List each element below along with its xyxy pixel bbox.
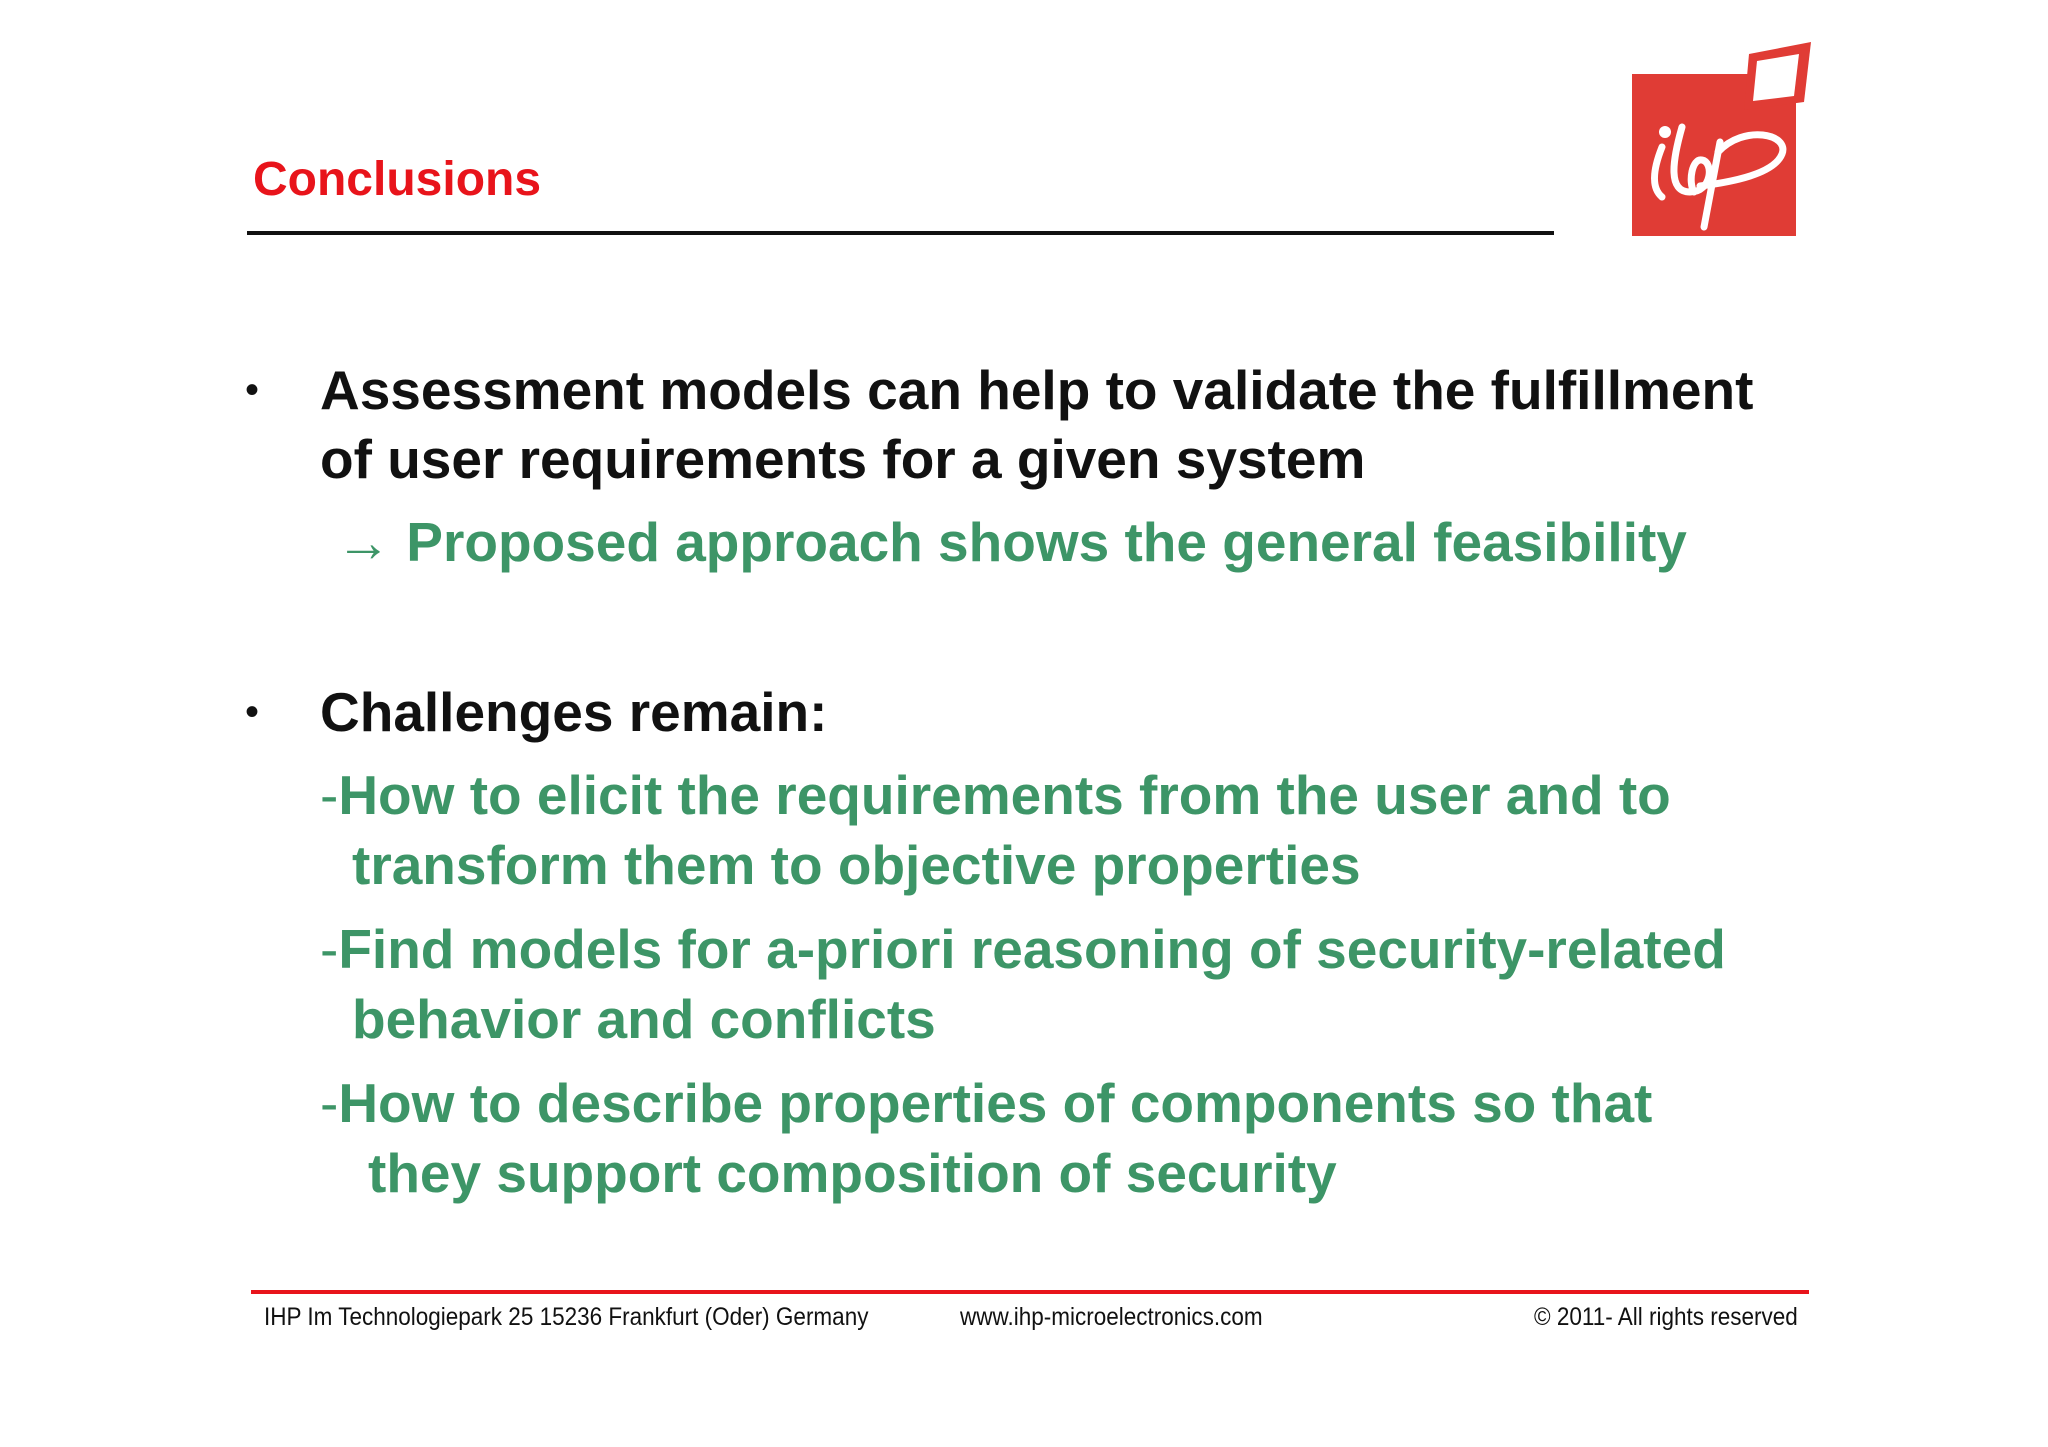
challenge-1-line-1 xyxy=(320,760,1671,830)
footer-copyright: © 2011- All rights reserved xyxy=(1534,1303,1798,1331)
challenge-3-line-2: they support composition of security xyxy=(368,1142,1337,1204)
footer-website[interactable]: www.ihp-microelectronics.com xyxy=(960,1303,1263,1331)
bullet-1-sub-text: Proposed approach shows the general feasibility xyxy=(406,511,1687,573)
challenge-3-text: How to describe properties of components so that xyxy=(338,1072,1653,1134)
ihp-logo-dot xyxy=(1659,126,1671,138)
slide-title: Conclusions xyxy=(253,153,542,206)
footer-divider xyxy=(251,1290,1809,1294)
bullet-marker: • xyxy=(245,690,260,734)
challenge-3-line-1 xyxy=(320,1068,1652,1138)
footer-address: IHP Im Technologiepark 25 15236 Frankfurt (Oder) Germany xyxy=(264,1303,869,1331)
dash-marker: - xyxy=(320,918,339,980)
bullet-marker: • xyxy=(245,368,260,412)
bullet-1-line-1: Assessment models can help to validate the fulfillment xyxy=(320,359,1754,421)
challenge-2-text: Find models for a-priori reasoning of security-related xyxy=(338,918,1726,980)
arrow-icon: → xyxy=(336,511,391,573)
challenge-2-line-2: behavior and conflicts xyxy=(352,988,936,1050)
bullet-2-heading: Challenges remain: xyxy=(320,681,828,743)
dash-marker: - xyxy=(320,764,339,826)
dash-marker: - xyxy=(320,1072,339,1134)
bullet-1-sub xyxy=(336,507,1687,577)
bullet-1-line-2: of user requirements for a given system xyxy=(320,428,1366,490)
challenge-1-text: How to elicit the requirements from the user and to xyxy=(338,764,1671,826)
ihp-logo xyxy=(1632,42,1812,236)
title-divider xyxy=(247,231,1554,235)
challenge-2-line-1 xyxy=(320,914,1726,984)
challenge-1-line-2: transform them to objective properties xyxy=(352,834,1361,896)
